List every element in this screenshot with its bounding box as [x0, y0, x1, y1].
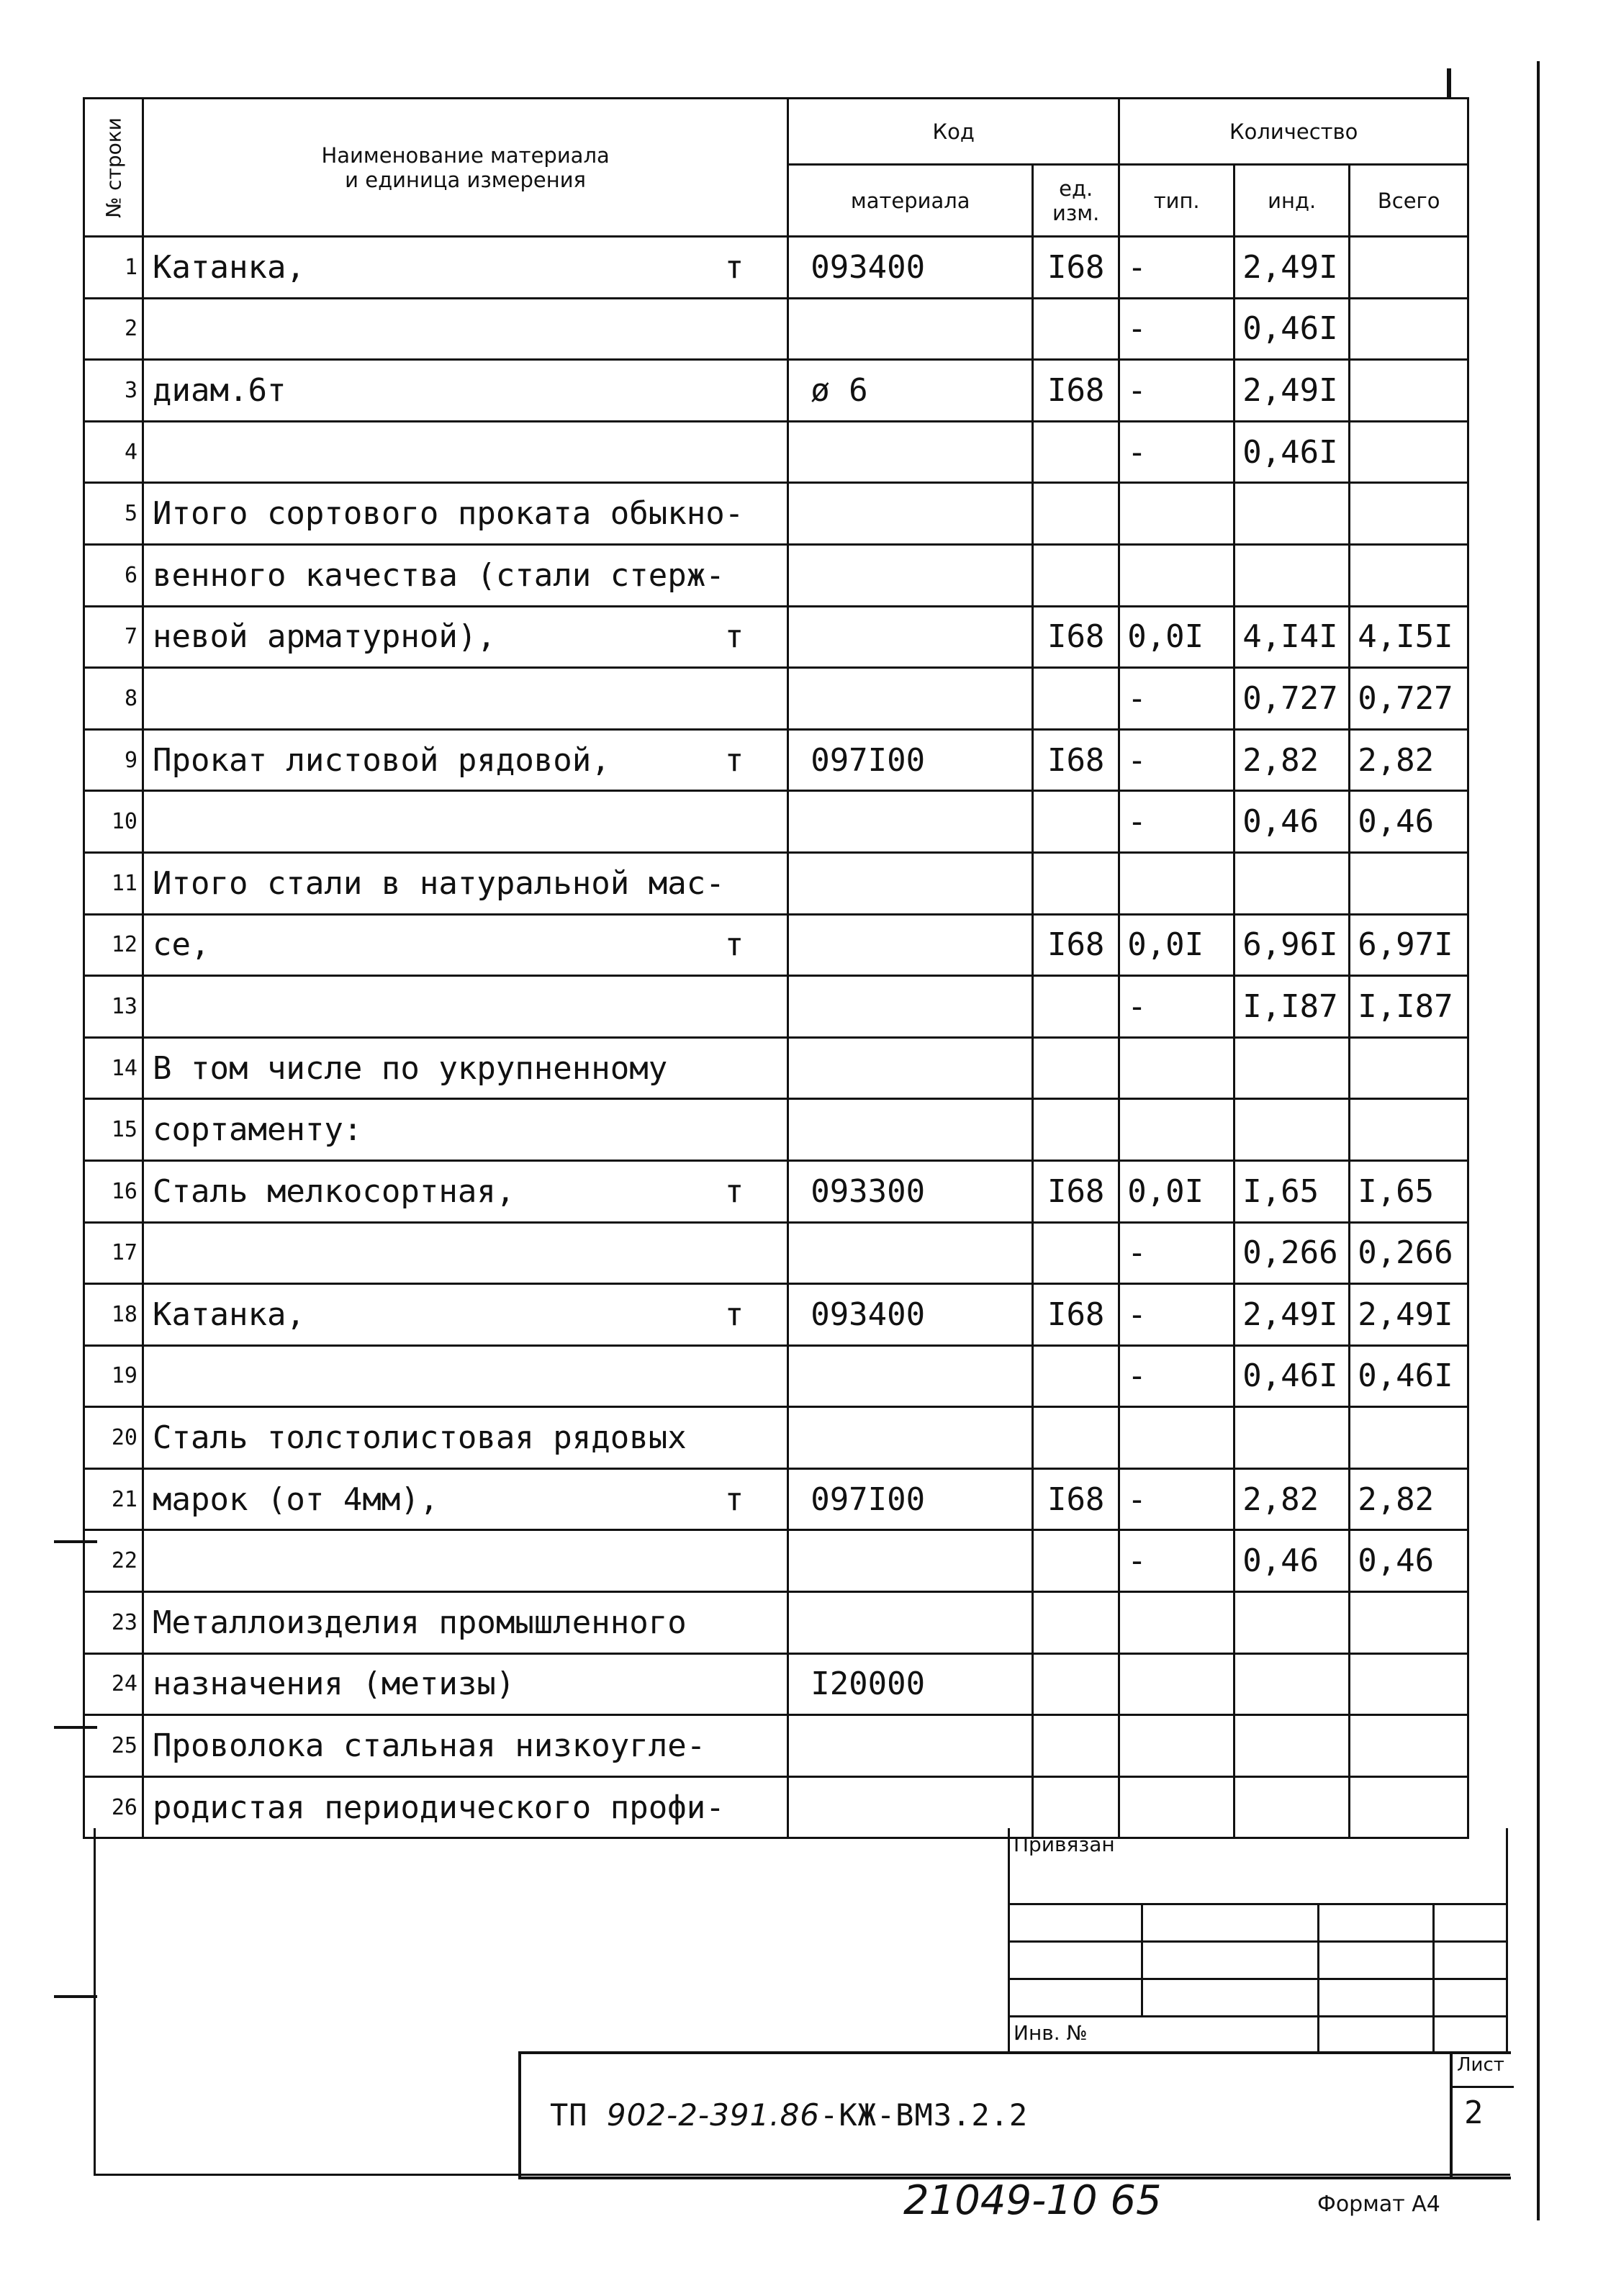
- unit-code-cell: [1033, 1099, 1119, 1161]
- material-name-cell: [143, 791, 788, 853]
- row-number-cell: 9: [84, 729, 143, 791]
- row-number-cell: 20: [84, 1407, 143, 1469]
- unit-code-cell: I68: [1033, 1468, 1119, 1530]
- material-name-cell: [143, 1468, 788, 1530]
- row-number-cell: 19: [84, 1345, 143, 1407]
- qty-typ-cell: [1119, 852, 1234, 914]
- material-name-text: Металлоизделия промышленного: [153, 1604, 687, 1641]
- row-number-cell: 25: [84, 1715, 143, 1777]
- qty-ind-cell: 6,96I: [1234, 914, 1350, 976]
- qty-typ-cell: [1119, 1099, 1234, 1161]
- material-code-cell: I20000: [788, 1653, 1033, 1715]
- material-name-text: Проволока стальная низкоугле-: [153, 1727, 706, 1765]
- qty-total-cell: [1350, 360, 1468, 422]
- material-name-text: марок (от 4мм),: [153, 1481, 439, 1518]
- divider: [1008, 1828, 1010, 2051]
- row-number-cell: 10: [84, 791, 143, 853]
- material-name-text: Итого сортового проката обыкно-: [153, 495, 744, 533]
- table-row: [84, 1530, 1468, 1592]
- row-number-cell: 18: [84, 1284, 143, 1346]
- divider: [1506, 1828, 1508, 2051]
- sheet-label: Лист: [1457, 2054, 1504, 2076]
- qty-typ-cell: -: [1119, 1284, 1234, 1346]
- qty-ind-cell: [1234, 544, 1350, 606]
- qty-ind-cell: [1234, 852, 1350, 914]
- sheet-number-cell: [1450, 2054, 1514, 2177]
- qty-total-cell: 2,82: [1350, 1468, 1468, 1530]
- format-label: Формат А4: [1317, 2192, 1440, 2217]
- qty-total-cell: 4,I5I: [1350, 606, 1468, 668]
- qty-total-cell: [1350, 1099, 1468, 1161]
- header-qty-typ: тип.: [1119, 165, 1234, 237]
- qty-total-cell: I,I87: [1350, 976, 1468, 1038]
- material-code-cell: [788, 421, 1033, 483]
- material-code-cell: [788, 1099, 1033, 1161]
- unit-code-cell: [1033, 1715, 1119, 1777]
- binding-block: [1008, 1828, 1508, 2051]
- material-code-cell: 093300: [788, 1160, 1033, 1222]
- sheet-number: 2: [1464, 2094, 1484, 2131]
- qty-total-cell: I,65: [1350, 1160, 1468, 1222]
- right-border-line: [1537, 61, 1540, 2220]
- header-code-unit: ед. изм.: [1033, 165, 1119, 237]
- qty-total-cell: [1350, 544, 1468, 606]
- table-row: [84, 1037, 1468, 1099]
- material-name-text: диам.6т: [153, 371, 286, 409]
- qty-total-cell: [1350, 421, 1468, 483]
- unit-text: т: [724, 741, 744, 779]
- material-name-cell: [143, 1530, 788, 1592]
- binding-label: Привязан: [1014, 1832, 1115, 1856]
- material-name-cell: [143, 1592, 788, 1654]
- unit-code-cell: [1033, 1653, 1119, 1715]
- qty-typ-cell: [1119, 483, 1234, 545]
- table-row: [84, 544, 1468, 606]
- material-code-cell: [788, 1037, 1033, 1099]
- table-row: [84, 729, 1468, 791]
- header-quantity: Количество: [1119, 99, 1468, 165]
- qty-ind-cell: [1234, 483, 1350, 545]
- header-qty-total: Всего: [1350, 165, 1468, 237]
- material-name-cell: [143, 298, 788, 360]
- material-name-text: Катанка,: [153, 248, 305, 286]
- unit-code-cell: I68: [1033, 360, 1119, 422]
- qty-total-cell: [1350, 1715, 1468, 1777]
- material-code-cell: [788, 1530, 1033, 1592]
- unit-code-cell: [1033, 1592, 1119, 1654]
- qty-ind-cell: [1234, 1407, 1350, 1469]
- material-name-cell: [143, 852, 788, 914]
- material-name-cell: [143, 1222, 788, 1284]
- material-name-text: невой арматурной),: [153, 618, 496, 656]
- material-code-cell: [788, 852, 1033, 914]
- qty-ind-cell: [1234, 1099, 1350, 1161]
- qty-typ-cell: -: [1119, 298, 1234, 360]
- material-name-cell: [143, 976, 788, 1038]
- material-name-cell: [143, 606, 788, 668]
- qty-total-cell: 0,46: [1350, 1530, 1468, 1592]
- table-row: [84, 237, 1468, 299]
- divider: [1141, 1903, 1143, 2015]
- row-number-cell: 8: [84, 668, 143, 730]
- materials-table: [83, 97, 1469, 1839]
- qty-ind-cell: 2,49I: [1234, 360, 1350, 422]
- handwritten-archive-number: 21049-10 65: [903, 2177, 1162, 2224]
- divider: [1432, 1903, 1435, 2051]
- table-row: [84, 914, 1468, 976]
- row-number-cell: 3: [84, 360, 143, 422]
- material-code-cell: [788, 914, 1033, 976]
- material-name-cell: [143, 1037, 788, 1099]
- table-row: [84, 360, 1468, 422]
- qty-typ-cell: -: [1119, 421, 1234, 483]
- qty-typ-cell: -: [1119, 976, 1234, 1038]
- unit-code-cell: I68: [1033, 1284, 1119, 1346]
- header-material-name: Наименование материала и единица измерения: [143, 99, 788, 237]
- unit-code-cell: I68: [1033, 914, 1119, 976]
- qty-total-cell: 0,266: [1350, 1222, 1468, 1284]
- row-number-cell: 7: [84, 606, 143, 668]
- row-number-cell: 4: [84, 421, 143, 483]
- material-code-cell: [788, 1345, 1033, 1407]
- material-code-cell: 097I00: [788, 729, 1033, 791]
- material-code-cell: [788, 668, 1033, 730]
- qty-total-cell: 2,82: [1350, 729, 1468, 791]
- qty-typ-cell: -: [1119, 1530, 1234, 1592]
- material-name-cell: [143, 668, 788, 730]
- material-code-cell: [788, 1407, 1033, 1469]
- material-name-text: венного качества (стали стерж-: [153, 556, 725, 594]
- qty-ind-cell: 0,46: [1234, 791, 1350, 853]
- qty-ind-cell: 2,49I: [1234, 237, 1350, 299]
- table-row: [84, 421, 1468, 483]
- row-number-cell: 13: [84, 976, 143, 1038]
- qty-typ-cell: -: [1119, 1222, 1234, 1284]
- qty-typ-cell: [1119, 1407, 1234, 1469]
- inventory-number-label: Инв. №: [1014, 2021, 1088, 2045]
- qty-ind-cell: 0,46I: [1234, 298, 1350, 360]
- table-row: [84, 1222, 1468, 1284]
- qty-ind-cell: [1234, 1715, 1350, 1777]
- material-name-cell: [143, 1345, 788, 1407]
- unit-code-cell: [1033, 298, 1119, 360]
- qty-ind-cell: I,I87: [1234, 976, 1350, 1038]
- row-number-cell: 26: [84, 1776, 143, 1838]
- qty-ind-cell: 2,82: [1234, 729, 1350, 791]
- material-name-text: назначения (метизы): [153, 1665, 515, 1703]
- qty-typ-cell: [1119, 1715, 1234, 1777]
- table-row: [84, 483, 1468, 545]
- qty-total-cell: [1350, 852, 1468, 914]
- table-row: [84, 1592, 1468, 1654]
- material-name-text: Итого стали в натуральной мас-: [153, 864, 725, 902]
- table-row: [84, 1160, 1468, 1222]
- unit-code-cell: [1033, 1222, 1119, 1284]
- qty-typ-cell: -: [1119, 729, 1234, 791]
- qty-ind-cell: [1234, 1653, 1350, 1715]
- unit-code-cell: I68: [1033, 606, 1119, 668]
- material-code-cell: [788, 483, 1033, 545]
- material-name-cell: [143, 1407, 788, 1469]
- qty-ind-cell: [1234, 1037, 1350, 1099]
- qty-total-cell: [1350, 298, 1468, 360]
- material-name-cell: [143, 237, 788, 299]
- material-name-text: родистая периодического профи-: [153, 1789, 725, 1826]
- material-code-cell: 097I00: [788, 1468, 1033, 1530]
- unit-code-cell: [1033, 1530, 1119, 1592]
- qty-ind-cell: 0,46: [1234, 1530, 1350, 1592]
- qty-total-cell: 0,727: [1350, 668, 1468, 730]
- row-number-cell: 6: [84, 544, 143, 606]
- material-name-cell: [143, 1099, 788, 1161]
- table-row: [84, 1284, 1468, 1346]
- row-number-cell: 12: [84, 914, 143, 976]
- qty-ind-cell: I,65: [1234, 1160, 1350, 1222]
- material-name-text: В том числе по укрупненному: [153, 1049, 668, 1087]
- material-code-cell: ø 6: [788, 360, 1033, 422]
- qty-typ-cell: [1119, 1592, 1234, 1654]
- unit-code-cell: I68: [1033, 729, 1119, 791]
- row-number-cell: 16: [84, 1160, 143, 1222]
- table-row: [84, 1468, 1468, 1530]
- row-number-cell: 17: [84, 1222, 143, 1284]
- table-row: [84, 1345, 1468, 1407]
- qty-typ-cell: [1119, 544, 1234, 606]
- material-name-cell: [143, 483, 788, 545]
- material-name-text: Прокат листовой рядовой,: [153, 741, 610, 779]
- qty-total-cell: [1350, 483, 1468, 545]
- qty-ind-cell: 0,46I: [1234, 421, 1350, 483]
- row-number-cell: 21: [84, 1468, 143, 1530]
- material-code-cell: 093400: [788, 1284, 1033, 1346]
- qty-typ-cell: 0,0I: [1119, 1160, 1234, 1222]
- divider: [1317, 1903, 1319, 2051]
- material-code-cell: [788, 544, 1033, 606]
- table-row: [84, 1407, 1468, 1469]
- material-name-text: Сталь мелкосортная,: [153, 1172, 515, 1210]
- qty-total-cell: 6,97I: [1350, 914, 1468, 976]
- table-row: [84, 852, 1468, 914]
- qty-typ-cell: -: [1119, 237, 1234, 299]
- unit-text: т: [724, 248, 744, 286]
- unit-code-cell: I68: [1033, 1160, 1119, 1222]
- qty-total-cell: 2,49I: [1350, 1284, 1468, 1346]
- material-name-cell: [143, 1160, 788, 1222]
- qty-ind-cell: 0,46I: [1234, 1345, 1350, 1407]
- qty-typ-cell: [1119, 1653, 1234, 1715]
- qty-total-cell: [1350, 1407, 1468, 1469]
- qty-total-cell: [1350, 1653, 1468, 1715]
- qty-typ-cell: -: [1119, 1345, 1234, 1407]
- table-row: [84, 606, 1468, 668]
- material-code-cell: [788, 976, 1033, 1038]
- qty-ind-cell: [1234, 1592, 1350, 1654]
- row-number-cell: 24: [84, 1653, 143, 1715]
- row-number-cell: 11: [84, 852, 143, 914]
- table-row: [84, 791, 1468, 853]
- qty-typ-cell: -: [1119, 668, 1234, 730]
- unit-text: т: [724, 926, 744, 964]
- qty-total-cell: [1350, 1592, 1468, 1654]
- divider: [1453, 2086, 1514, 2088]
- table-body: [84, 237, 1468, 1838]
- table-row: [84, 1715, 1468, 1777]
- table-row: [84, 1099, 1468, 1161]
- qty-ind-cell: 0,727: [1234, 668, 1350, 730]
- unit-text: т: [724, 1296, 744, 1333]
- material-name-cell: [143, 421, 788, 483]
- material-code-cell: [788, 791, 1033, 853]
- material-name-cell: [143, 360, 788, 422]
- table-row: [84, 1653, 1468, 1715]
- unit-code-cell: I68: [1033, 237, 1119, 299]
- material-name-text: се,: [153, 926, 210, 964]
- qty-typ-cell: 0,0I: [1119, 606, 1234, 668]
- material-name-cell: [143, 1653, 788, 1715]
- material-name-text: Катанка,: [153, 1296, 305, 1333]
- unit-code-cell: [1033, 1345, 1119, 1407]
- material-code-cell: [788, 1222, 1033, 1284]
- qty-total-cell: [1350, 1037, 1468, 1099]
- qty-total-cell: [1350, 237, 1468, 299]
- table-row: [84, 668, 1468, 730]
- header-code-material: материала: [788, 165, 1033, 237]
- qty-typ-cell: -: [1119, 791, 1234, 853]
- document-code: ТП 902-2-391.86-КЖ-ВМ3.2.2: [550, 2097, 1029, 2133]
- material-code-cell: 093400: [788, 237, 1033, 299]
- material-name-cell: [143, 914, 788, 976]
- unit-code-cell: [1033, 852, 1119, 914]
- header-qty-ind: инд.: [1234, 165, 1350, 237]
- table-row: [84, 976, 1468, 1038]
- material-code-cell: [788, 1715, 1033, 1777]
- unit-text: т: [724, 618, 744, 656]
- title-stamp: [518, 2051, 1511, 2179]
- unit-code-cell: [1033, 668, 1119, 730]
- qty-typ-cell: [1119, 1037, 1234, 1099]
- header-row-number: № строки: [84, 99, 143, 237]
- material-code-cell: [788, 298, 1033, 360]
- unit-code-cell: [1033, 1407, 1119, 1469]
- table-row: [84, 298, 1468, 360]
- margin-tick: [54, 1995, 97, 1998]
- unit-text: т: [724, 1172, 744, 1210]
- qty-typ-cell: 0,0I: [1119, 914, 1234, 976]
- qty-typ-cell: -: [1119, 1468, 1234, 1530]
- material-name-cell: [143, 1284, 788, 1346]
- row-number-cell: 22: [84, 1530, 143, 1592]
- material-name-cell: [143, 1715, 788, 1777]
- material-name-text: сортаменту:: [153, 1111, 363, 1149]
- row-number-cell: 14: [84, 1037, 143, 1099]
- material-name-cell: [143, 729, 788, 791]
- material-name-cell: [143, 544, 788, 606]
- unit-code-cell: [1033, 544, 1119, 606]
- unit-code-cell: [1033, 421, 1119, 483]
- material-name-text: Сталь толстолистовая рядовых: [153, 1419, 687, 1457]
- row-number-cell: 5: [84, 483, 143, 545]
- row-number-cell: 1: [84, 237, 143, 299]
- unit-code-cell: [1033, 483, 1119, 545]
- material-code-cell: [788, 1592, 1033, 1654]
- qty-ind-cell: 2,82: [1234, 1468, 1350, 1530]
- qty-ind-cell: 0,266: [1234, 1222, 1350, 1284]
- row-number-cell: 23: [84, 1592, 143, 1654]
- qty-ind-cell: 4,I4I: [1234, 606, 1350, 668]
- qty-total-cell: 0,46I: [1350, 1345, 1468, 1407]
- unit-text: т: [724, 1481, 744, 1518]
- qty-typ-cell: -: [1119, 360, 1234, 422]
- unit-code-cell: [1033, 791, 1119, 853]
- qty-total-cell: 0,46: [1350, 791, 1468, 853]
- header-code: Код: [788, 99, 1119, 165]
- row-number-cell: 15: [84, 1099, 143, 1161]
- row-number-cell: 2: [84, 298, 143, 360]
- qty-ind-cell: 2,49I: [1234, 1284, 1350, 1346]
- unit-code-cell: [1033, 1037, 1119, 1099]
- unit-code-cell: [1033, 976, 1119, 1038]
- material-code-cell: [788, 606, 1033, 668]
- corner-mark: [1447, 68, 1451, 97]
